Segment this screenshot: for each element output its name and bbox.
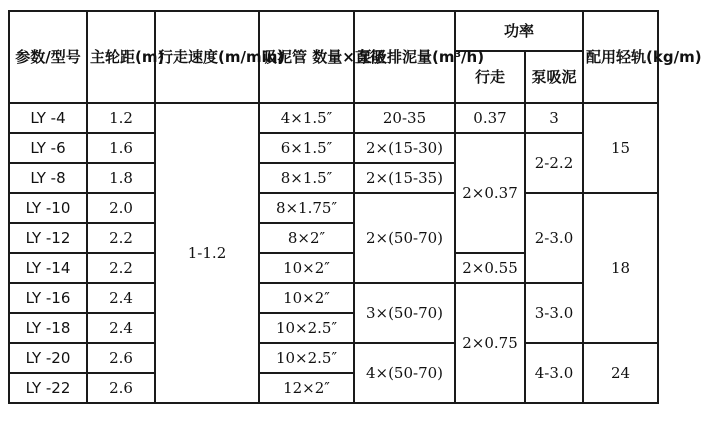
- wheelbase-cell: 2.0: [87, 193, 155, 223]
- pipe-cell: 4×1.5″: [259, 103, 354, 133]
- model-cell: LY -8: [9, 163, 87, 193]
- wheelbase-cell: 2.6: [87, 343, 155, 373]
- flow-cell: 2×(50-70): [354, 193, 455, 283]
- header-wheelbase: 主轮距(m): [87, 11, 155, 103]
- wheelbase-cell: 1.2: [87, 103, 155, 133]
- table-row: [9, 343, 658, 373]
- pipe-cell: 10×2.5″: [259, 343, 354, 373]
- pump-power-cell: 3-3.0: [525, 283, 583, 343]
- dredger-spec-table: [8, 10, 702, 404]
- header-travel-speed: 行走速度(m/min): [155, 11, 259, 103]
- wheelbase-cell: 1.6: [87, 133, 155, 163]
- model-cell: LY -22: [9, 373, 87, 403]
- model-cell: LY -10: [9, 193, 87, 223]
- flow-cell: 4×(50-70): [354, 343, 455, 403]
- header-rail: 配用轻轨(kg/m): [583, 11, 658, 103]
- model-cell: LY -20: [9, 343, 87, 373]
- header-param-model: 参数/型号: [9, 11, 87, 103]
- wheelbase-cell: 2.2: [87, 253, 155, 283]
- model-cell: LY -4: [9, 103, 87, 133]
- flow-cell: 2×(15-35): [354, 163, 455, 193]
- pipe-cell: 6×1.5″: [259, 133, 354, 163]
- pipe-cell: 10×2″: [259, 253, 354, 283]
- travel-power-cell: 0.37: [455, 103, 525, 133]
- pipe-cell: 8×1.5″: [259, 163, 354, 193]
- flow-cell: 2×(15-30): [354, 133, 455, 163]
- table-row: [9, 193, 658, 223]
- rail-cell: 18: [583, 193, 658, 343]
- table-row: [9, 103, 658, 133]
- pipe-cell: 8×2″: [259, 223, 354, 253]
- header-power-pump: 泵吸泥: [525, 51, 583, 103]
- pump-power-cell: 2-2.2: [525, 133, 583, 193]
- wheelbase-cell: 2.2: [87, 223, 155, 253]
- flow-cell: 3×(50-70): [354, 283, 455, 343]
- travel-speed-cell: 1-1.2: [155, 103, 259, 403]
- pump-power-cell: 4-3.0: [525, 343, 583, 403]
- pump-power-cell: 3: [525, 103, 583, 133]
- pipe-cell: 8×1.75″: [259, 193, 354, 223]
- pump-power-cell: 2-3.0: [525, 193, 583, 283]
- spec-table-container: [8, 10, 702, 404]
- wheelbase-cell: 2.4: [87, 313, 155, 343]
- pipe-cell: 10×2.5″: [259, 313, 354, 343]
- pipe-cell: 10×2″: [259, 283, 354, 313]
- header-pump-flow: 泵吸排泥量(m³/h): [354, 11, 455, 103]
- header-suction-pipe: 吸泥管 数量×直径: [259, 11, 354, 103]
- travel-power-cell: 2×0.75: [455, 283, 525, 403]
- travel-power-cell: 2×0.37: [455, 133, 525, 253]
- wheelbase-cell: 2.6: [87, 373, 155, 403]
- model-cell: LY -16: [9, 283, 87, 313]
- model-cell: LY -12: [9, 223, 87, 253]
- model-cell: LY -18: [9, 313, 87, 343]
- model-cell: LY -14: [9, 253, 87, 283]
- wheelbase-cell: 1.8: [87, 163, 155, 193]
- travel-power-cell: 2×0.55: [455, 253, 525, 283]
- table-row: [9, 133, 658, 163]
- header-power-travel: 行走: [455, 51, 525, 103]
- rail-cell: 24: [583, 343, 658, 403]
- header-row-1: [9, 11, 658, 51]
- rail-cell: 15: [583, 103, 658, 193]
- flow-cell: 20-35: [354, 103, 455, 133]
- pipe-cell: 12×2″: [259, 373, 354, 403]
- wheelbase-cell: 2.4: [87, 283, 155, 313]
- model-cell: LY -6: [9, 133, 87, 163]
- table-row: [9, 283, 658, 313]
- header-power: 功率: [455, 11, 583, 51]
